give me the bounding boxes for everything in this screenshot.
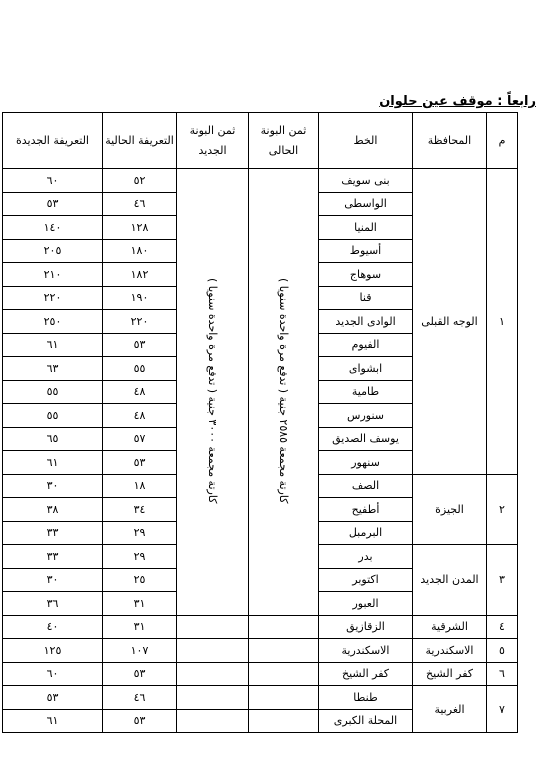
- new-coupon-cell: [177, 709, 249, 733]
- col-header-m: م: [487, 113, 518, 169]
- row-number: ٦: [487, 662, 518, 686]
- line-cell: أسيوط: [319, 239, 413, 263]
- current-coupon-cell: [249, 169, 319, 616]
- line-cell: سوهاج: [319, 263, 413, 287]
- new-coupon-cell: [177, 662, 249, 686]
- current-fare-cell: ٤٦: [103, 192, 177, 216]
- row-number: ٣: [487, 545, 518, 616]
- line-cell: كفر الشيخ: [319, 662, 413, 686]
- new-fare-cell: ٣٣: [3, 545, 103, 569]
- new-fare-cell: ٣٦: [3, 592, 103, 616]
- line-cell: قنا: [319, 286, 413, 310]
- table-row: [3, 615, 518, 639]
- table-body: [3, 169, 518, 733]
- current-fare-cell: ٣١: [103, 592, 177, 616]
- current-fare-cell: ٥٣: [103, 709, 177, 733]
- table-row: [3, 686, 518, 710]
- line-cell: بدر: [319, 545, 413, 569]
- current-fare-cell: ٢٩: [103, 545, 177, 569]
- current-fare-cell: ١٢٨: [103, 216, 177, 240]
- current-fare-cell: ١٠٧: [103, 639, 177, 663]
- col-header-line: الخط: [319, 113, 413, 169]
- line-cell: طنطا: [319, 686, 413, 710]
- new-coupon-cell: [177, 169, 249, 616]
- page-title: رابعاً : موقف عين حلوان: [379, 94, 536, 109]
- line-cell: سنهور: [319, 451, 413, 475]
- line-cell: سنورس: [319, 404, 413, 428]
- new-fare-cell: ٦١: [3, 709, 103, 733]
- current-coupon-cell: [249, 686, 319, 710]
- current-fare-cell: ٥٣: [103, 451, 177, 475]
- row-number: ٤: [487, 615, 518, 639]
- current-coupon-cell: [249, 639, 319, 663]
- new-coupon-cell: [177, 686, 249, 710]
- current-coupon-text: كارتة مجمعة ٢٥٨٥ جنية ( تدفع مرة واحدة سنويا ): [277, 277, 290, 503]
- col-header-current-fare: التعريفة الحالية: [103, 113, 177, 169]
- line-cell: اكتوبر: [319, 568, 413, 592]
- col-header-gov: المحافظة: [413, 113, 487, 169]
- line-cell: بنى سويف: [319, 169, 413, 193]
- new-coupon-cell: [177, 615, 249, 639]
- current-fare-cell: ٥٥: [103, 357, 177, 381]
- line-cell: العبور: [319, 592, 413, 616]
- line-cell: الاسكندرية: [319, 639, 413, 663]
- current-fare-cell: ٤٨: [103, 380, 177, 404]
- governorate-cell: الجيزة: [413, 474, 487, 545]
- new-fare-cell: ٥٥: [3, 380, 103, 404]
- table-row: [3, 169, 518, 193]
- governorate-cell: الوجه القبلى: [413, 169, 487, 475]
- new-fare-cell: ٦٥: [3, 427, 103, 451]
- governorate-cell: الشرقية: [413, 615, 487, 639]
- line-cell: الفيوم: [319, 333, 413, 357]
- line-cell: طامية: [319, 380, 413, 404]
- row-number: ٧: [487, 686, 518, 733]
- new-fare-cell: ٢٥٠: [3, 310, 103, 334]
- new-fare-cell: ٦٠: [3, 662, 103, 686]
- line-cell: الواسطى: [319, 192, 413, 216]
- current-fare-cell: ٢٩: [103, 521, 177, 545]
- new-fare-cell: ٢٢٠: [3, 286, 103, 310]
- line-cell: أطفيح: [319, 498, 413, 522]
- current-fare-cell: ٥٣: [103, 333, 177, 357]
- current-fare-cell: ١٨: [103, 474, 177, 498]
- new-fare-cell: ٦١: [3, 451, 103, 475]
- current-coupon-cell: [249, 662, 319, 686]
- current-coupon-cell: [249, 709, 319, 733]
- current-fare-cell: ٢٢٠: [103, 310, 177, 334]
- line-cell: المحلة الكبرى: [319, 709, 413, 733]
- table-row: [3, 639, 518, 663]
- current-fare-cell: ٥٧: [103, 427, 177, 451]
- fare-table: [2, 112, 518, 733]
- row-number: ٥: [487, 639, 518, 663]
- new-coupon-text: كارتة مجمعة ٣٠٠٠ جنية ( تدفع مرة واحدة سنويا ): [206, 277, 219, 503]
- row-number: ١: [487, 169, 518, 475]
- new-coupon-cell: [177, 639, 249, 663]
- table-row: [3, 662, 518, 686]
- line-cell: البرمبل: [319, 521, 413, 545]
- new-fare-cell: ١٢٥: [3, 639, 103, 663]
- governorate-cell: الاسكندرية: [413, 639, 487, 663]
- current-coupon-cell: [249, 615, 319, 639]
- row-number: ٢: [487, 474, 518, 545]
- current-fare-cell: ٥٣: [103, 662, 177, 686]
- col-header-current-coupon: ثمن البونة الحالى: [249, 113, 319, 169]
- current-fare-cell: ٤٨: [103, 404, 177, 428]
- current-fare-cell: ١٩٠: [103, 286, 177, 310]
- current-fare-cell: ٣٤: [103, 498, 177, 522]
- new-fare-cell: ١٤٠: [3, 216, 103, 240]
- line-cell: المنيا: [319, 216, 413, 240]
- new-fare-cell: ٣٨: [3, 498, 103, 522]
- line-cell: الزقازيق: [319, 615, 413, 639]
- current-fare-cell: ١٨٢: [103, 263, 177, 287]
- col-header-new-coupon: ثمن البونة الجديد: [177, 113, 249, 169]
- new-fare-cell: ٦٠: [3, 169, 103, 193]
- new-fare-cell: ٢٠٥: [3, 239, 103, 263]
- current-fare-cell: ١٨٠: [103, 239, 177, 263]
- new-fare-cell: ٣٣: [3, 521, 103, 545]
- new-fare-cell: ٥٣: [3, 192, 103, 216]
- new-fare-cell: ٣٠: [3, 474, 103, 498]
- governorate-cell: كفر الشيخ: [413, 662, 487, 686]
- line-cell: الوادى الجديد: [319, 310, 413, 334]
- new-fare-cell: ٣٠: [3, 568, 103, 592]
- line-cell: ابشواى: [319, 357, 413, 381]
- current-fare-cell: ٢٥: [103, 568, 177, 592]
- new-fare-cell: ٥٥: [3, 404, 103, 428]
- line-cell: الصف: [319, 474, 413, 498]
- line-cell: يوسف الصديق: [319, 427, 413, 451]
- current-fare-cell: ٥٢: [103, 169, 177, 193]
- new-fare-cell: ٤٠: [3, 615, 103, 639]
- new-fare-cell: ٥٣: [3, 686, 103, 710]
- col-header-new-fare: التعريفة الجديدة: [3, 113, 103, 169]
- new-fare-cell: ٢١٠: [3, 263, 103, 287]
- current-fare-cell: ٣١: [103, 615, 177, 639]
- governorate-cell: الغربية: [413, 686, 487, 733]
- current-fare-cell: ٤٦: [103, 686, 177, 710]
- header-row: [3, 113, 518, 169]
- governorate-cell: المدن الجديد: [413, 545, 487, 616]
- new-fare-cell: ٦٣: [3, 357, 103, 381]
- new-fare-cell: ٦١: [3, 333, 103, 357]
